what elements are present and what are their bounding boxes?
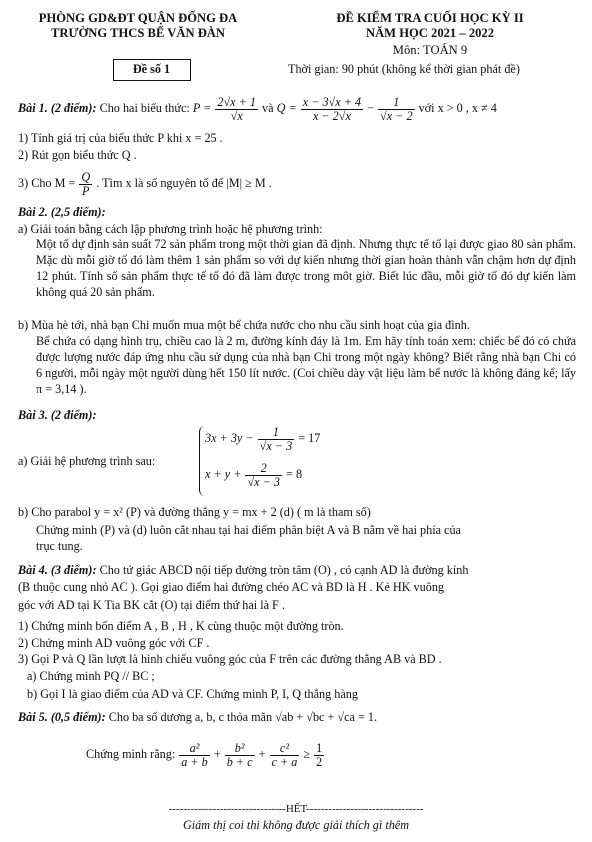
bai3-a-label: a) Giải hệ phương trình sau: [18,454,156,468]
end-marker: --------------------------------HẾT-------------------------------- [168,803,424,815]
bai1-Q-den1: x − 2√x [312,108,351,123]
bai1-M-fraction [79,171,92,198]
bai5-text1: Cho ba số dương a, b, c thỏa mãn √ab + √bc + √ca = 1. [108,710,378,724]
bai1-q3-post: . Tìm x là số nguyên tố để |M| ≥ M . [96,176,272,191]
bai1-M-num: Q [81,170,91,184]
bai1-and: và [262,101,274,116]
bai2-title: Bài 2. (2,5 điểm): [18,205,106,219]
bai3-equation1 [205,426,320,453]
bai5-line1 [18,710,377,726]
bai3-b-line2: Chứng minh (P) và (d) luôn cắt nhau tại hai điểm phân biệt A và B nằm về hai phía của [36,523,461,537]
bai1-Q-den2: √x − 2 [380,108,413,123]
bai1-question1: 1) Tính giá trị của biểu thức P khi x = 25 . [18,131,223,145]
bai1-Q-minus: − [367,101,374,116]
bai1-P-den: √x [230,108,243,123]
bai5-r-num: 1 [316,741,323,755]
bai1-Q-fraction2 [378,96,415,123]
bai3-eq2-den: √x − 3 [247,474,280,489]
bai3-eq1-pre: 3x + 3y − [205,431,254,446]
bai2-b-body: Bể chứa có dạng hình trụ, chiều cao là 2 m, đường kính đáy là 1m. Em hãy tính toán xem: chiếc bể đó có chứa được lượng nước đáp ứng nhu cầu sử dụng của nhà bạn Chi trong một ngày không? Biết rằng nhà bạn Chi có 6 người, mỗi ngày một người dùng hết 150 lít nước. (Coi chiều dày vật liệu làm bể nước là không đáng kể; lấy π = 3,14 ). [36,334,576,396]
bai1-statement [18,96,497,123]
bai5-t1-den: a + b [181,754,208,769]
bai5-ge: ≥ [303,747,311,762]
bai5-inequality [86,742,325,769]
bai5-r-den: 2 [316,754,323,769]
bai5-term3 [270,742,300,769]
bai4-question3: 3) Gọi P và Q lần lượt là hình chiếu vuông góc của F trên các đường thẳng AB và BD . [18,652,442,666]
bai4-line2: (B thuộc cung nhỏ AC ). Gọi giao điểm hai đường chéo AC và BD là H . Kẻ HK vuông [18,580,445,594]
bai4-question2: 2) Chứng minh AD vuông góc với CF . [18,636,210,650]
bai4-question3b: b) Gọi I là giao điểm của AD và CF. Chứng minh P, I, Q thẳng hàng [27,687,358,701]
bai1-Q-num2: 1 [378,96,415,110]
bai5-prove-label: Chứng minh rằng: [86,747,176,762]
bai5-title: Bài 5. (0,5 điểm): [18,710,106,724]
bai3-b-line3: trục tung. [36,539,83,553]
bai5-t2-num: b² [225,742,255,756]
bai1-M-den: P [82,183,90,198]
bai1-intro: Cho hai biểu thức: [99,101,190,116]
bai4-line1 [18,563,468,579]
bai1-q3-pre: 3) Cho M = [18,176,76,191]
bai3-eq2-fraction [245,462,282,489]
bai3-eq1-post: = 17 [298,431,321,446]
department-name: PHÒNG GD&ĐT QUẬN ĐỐNG ĐA [38,11,238,25]
bai5-term1 [179,742,210,769]
bai3-eq2-pre: x + y + [205,467,242,482]
bai1-Q-label: Q = [276,101,297,116]
bai5-t3-num: c² [270,742,300,756]
bai1-question3 [18,171,272,198]
school-name: TRƯỜNG THCS BẾ VĂN ĐÀN [50,26,225,40]
bai1-Q-fraction1 [301,96,363,123]
bai3-eq1-num: 1 [258,426,295,440]
bai3-eq2-post: = 8 [286,467,303,482]
bai5-plus1: + [213,747,221,762]
bai1-title: Bài 1. (2 điểm): [18,101,97,116]
bai4-question3a: a) Chứng minh PQ // BC ; [27,669,155,683]
exam-title: ĐỀ KIỂM TRA CUỐI HỌC KỲ II [336,11,524,25]
bai3-eq1-fraction [258,426,295,453]
bai2-a-body: Một tổ dự định sản suất 72 sản phẩm trong một thời gian đã định. Nhưng thực tế tổ lại được giao 80 sản phẩm. Mặc dù mỗi giờ tổ đó làm thêm 1 sản phẩm so với dự kiến nhưng thời gian hoàn thành vẫn chậm hơn dự định 12 phút. Tính số sản phẩm thực tế tổ đó đã làm được trong môt giờ. Biết lúc đầu, mỗi giờ tổ đó dự kiến làm không quá 20 sản phẩm. [36,237,576,299]
bai5-t1-num: a² [179,742,210,756]
bai4-text1: Cho tứ giác ABCD nội tiếp đường tròn tâm (O) , có cạnh AD là đường kính [99,563,469,577]
bai5-term2 [225,742,255,769]
bai1-condition: với x > 0 , x ≠ 4 [418,101,497,116]
bai4-question1: 1) Chứng minh bốn điểm A , B , H , K cùng thuộc một đường tròn. [18,619,344,633]
bai1-P-label: P = [192,101,212,116]
bai2-a-head: a) Giải toán bằng cách lập phương trình hoặc hệ phương trình: [18,222,323,236]
bai3-equation2 [205,462,302,489]
bai4-line3: góc với AD tại K Tia BK cắt (O) tại điểm thứ hai là F . [18,598,285,612]
bai5-t2-den: b + c [226,754,253,769]
school-year: NĂM HỌC 2021 – 2022 [365,26,495,40]
bai2-b-head: b) Mùa hè tới, nhà bạn Chi muốn mua một bể chứa nước cho nhu cầu sinh hoạt của gia đình. [18,318,470,332]
bai1-P-fraction [215,96,258,123]
bai5-rhs [314,742,324,769]
exam-time: Thời gian: 90 phút (không kể thời gian phát đề) [288,62,520,76]
bai1-P-num: 2√x + 1 [217,95,256,109]
footer-note: Giám thị coi thi không được giải thích gì thêm [182,818,410,832]
bai1-question2: 2) Rút gọn biểu thức Q . [18,148,137,162]
exam-code: Đề số 1 [132,62,171,76]
subject: Môn: TOÁN 9 [392,43,468,57]
bai4-title: Bài 4. (3 điểm): [18,563,97,577]
bai3-eq2-num: 2 [245,462,282,476]
bai3-b-line1: b) Cho parabol y = x² (P) và đường thẳng y = mx + 2 (d) ( m là tham số) [18,505,371,519]
bai5-t3-den: c + a [271,754,298,769]
bai3-eq1-den: √x − 3 [259,438,293,453]
bai1-Q-num1: x − 3√x + 4 [302,95,362,109]
bai3-title: Bài 3. (2 điểm): [18,408,97,422]
bai5-plus2: + [258,747,266,762]
